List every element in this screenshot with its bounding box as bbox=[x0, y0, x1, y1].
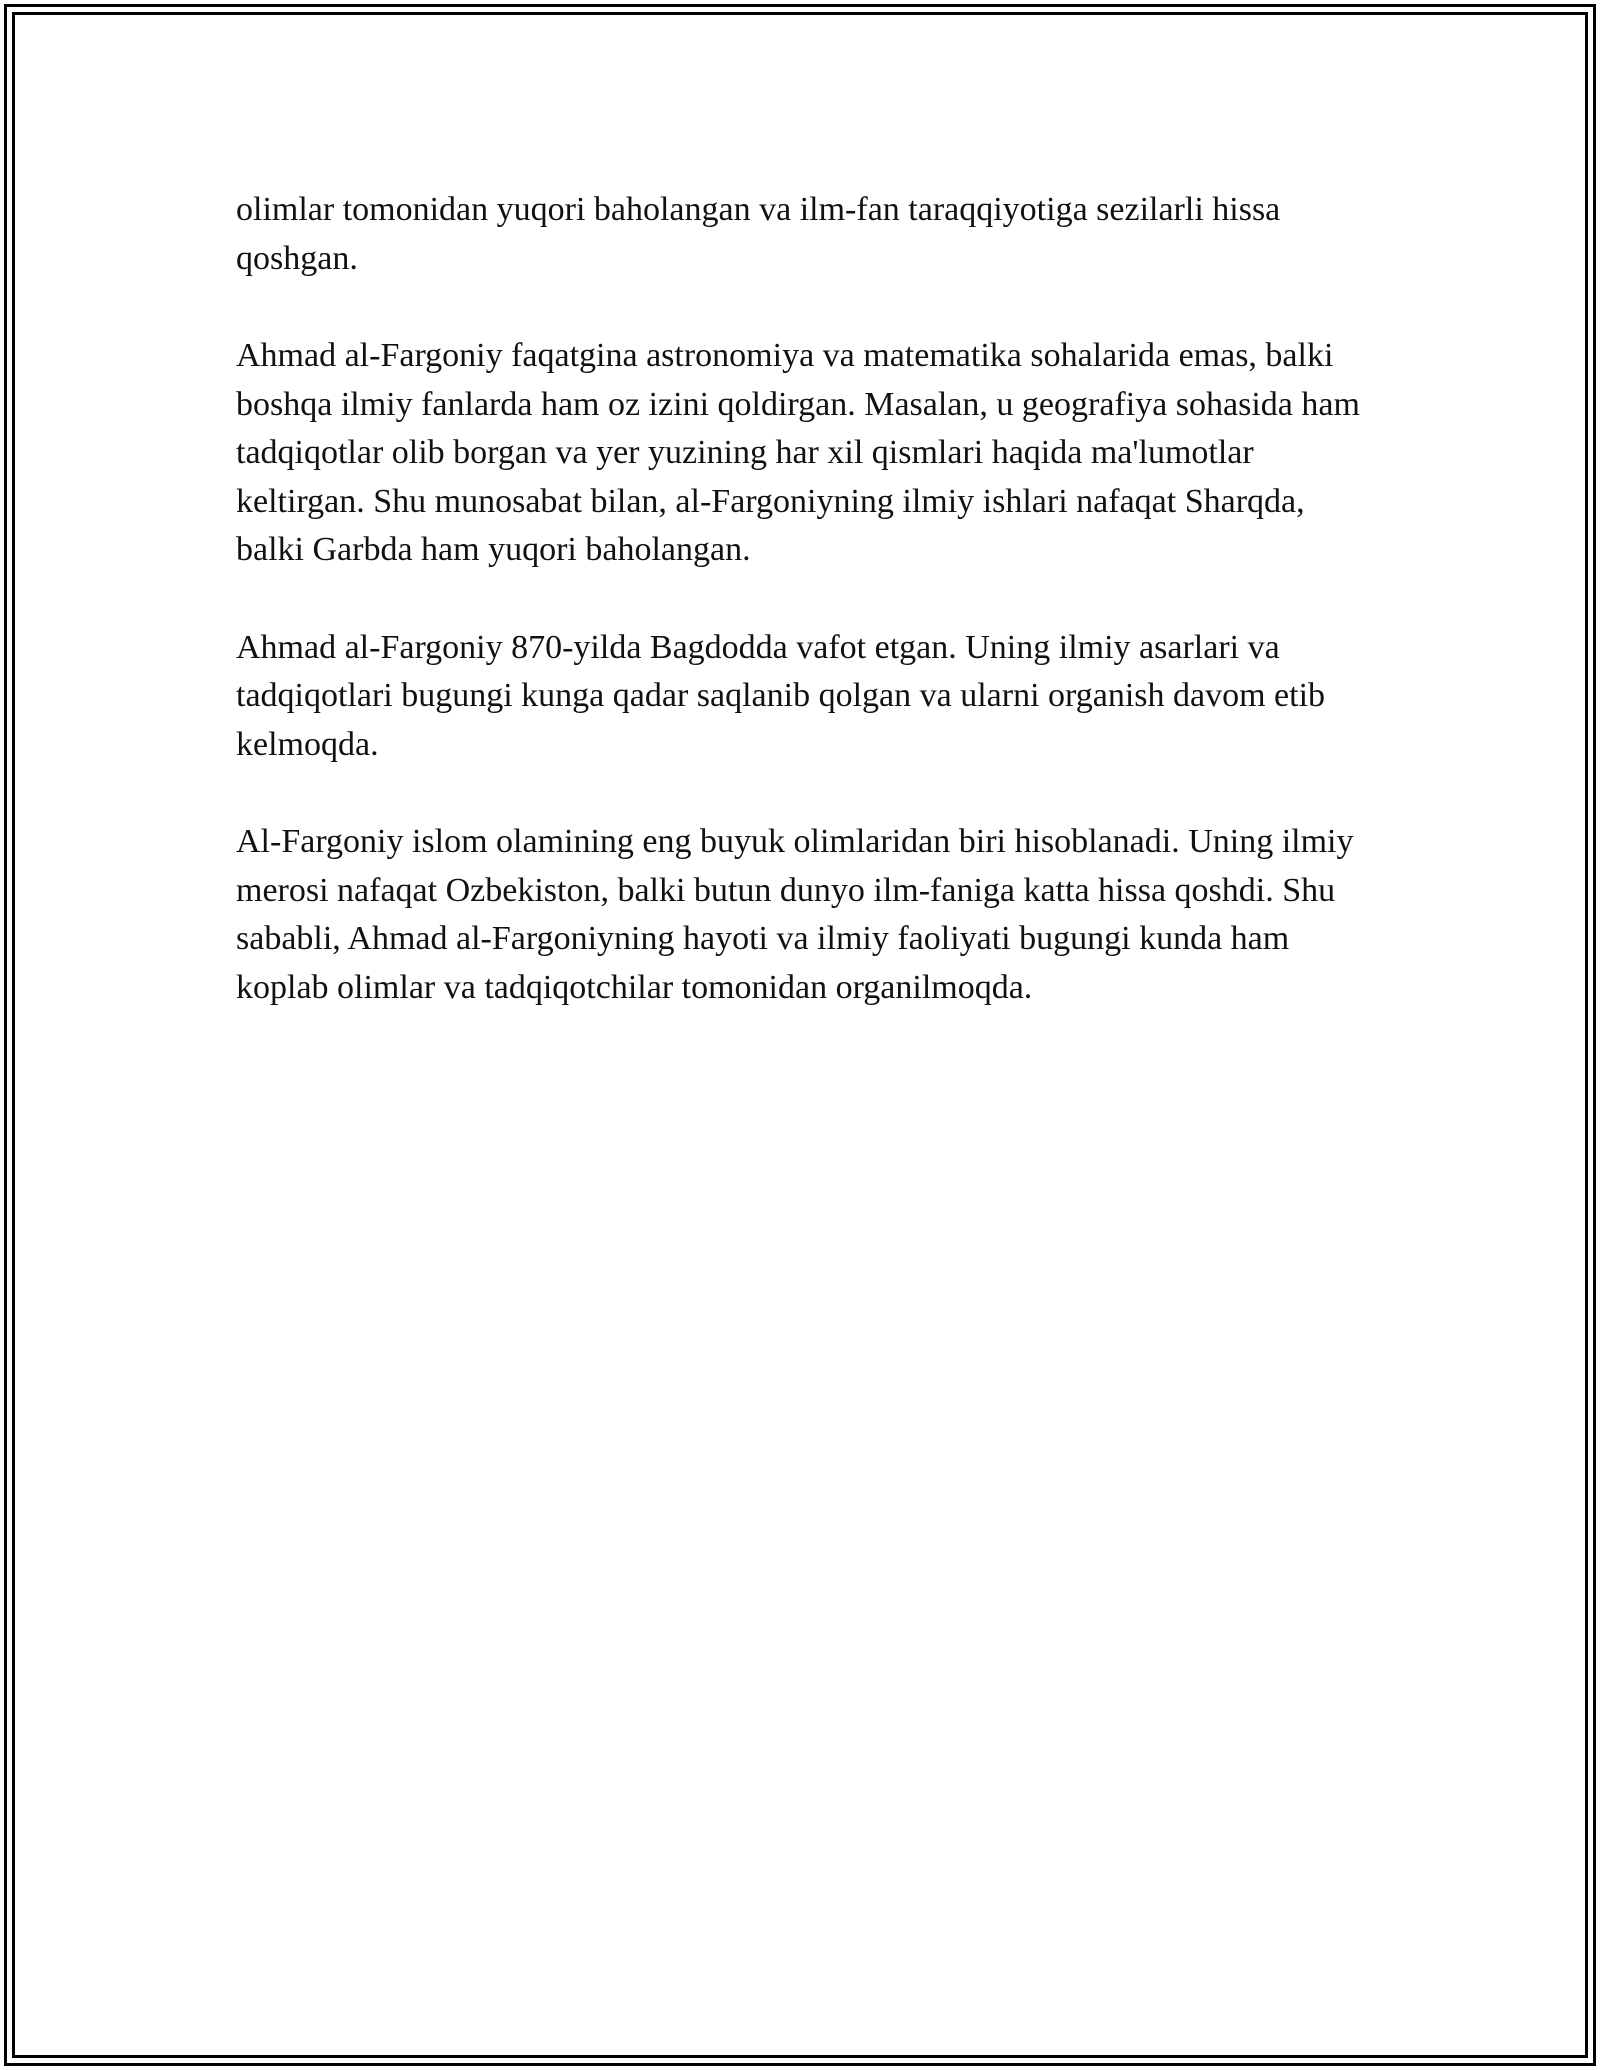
paragraph: Ahmad al-Fargoniy 870-yilda Bagdodda vafot etgan. Uning ilmiy asarlari va tadqiqotlari bugungi kunga qadar saqlanib qolgan va ularni organish davom etib kelmoqda. bbox=[236, 628, 1326, 763]
document-body bbox=[236, 186, 1376, 1061]
paragraph: Ahmad al-Fargoniy faqatgina astronomiya va matematika sohalarida emas, balki boshqa ilmiy fanlarda ham oz izini qoldirgan. Masalan, u geografiya sohasida ham tadqiqotlar olib borgan va yer yuzining har xil qismlari haqida ma'lumotlar keltirgan. Shu munosabat bilan, al-Fargoniyning ilmiy ishlari nafaqat Sharqda, balki Garbda ham yuqori baholangan. bbox=[236, 337, 1360, 568]
paragraph: Al-Fargoniy islom olamining eng buyuk olimlaridan biri hisoblanadi. Uning ilmiy merosi nafaqat Ozbekiston, balki butun dunyo ilm-faniga katta hissa qoshdi. Shu sababli, Ahmad al-Fargoniyning hayoti va ilmiy faoliyati bugungi kunda ham koplab olimlar va tadqiqotchilar tomonidan organilmoqda. bbox=[236, 823, 1354, 1006]
paragraph: olimlar tomonidan yuqori baholangan va ilm-fan taraqqiyotiga sezilarli hissa qoshgan. bbox=[236, 191, 1281, 277]
